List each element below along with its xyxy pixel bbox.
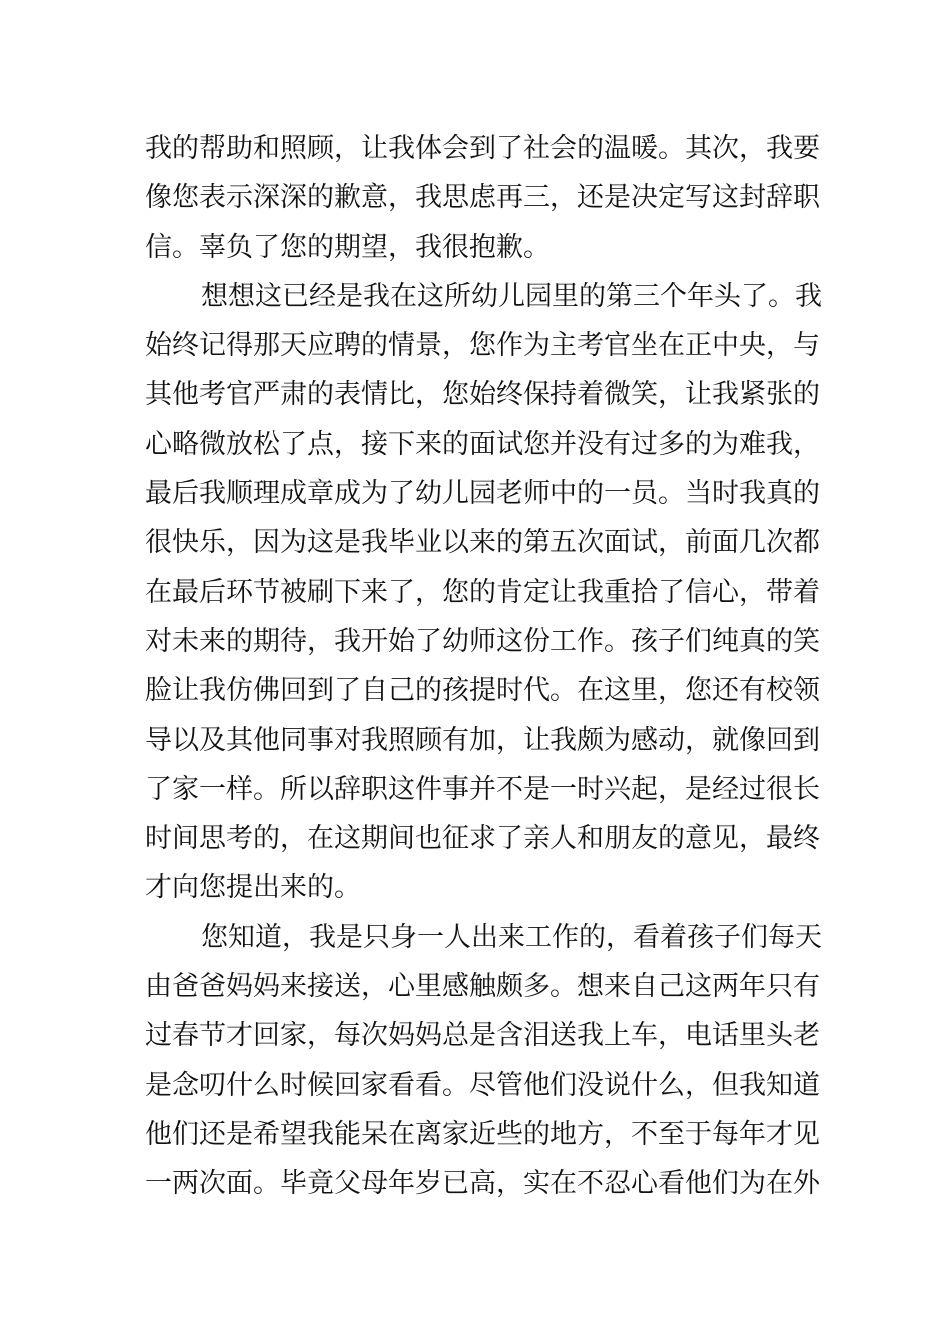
- text-line: 一两次面。毕竟父母年岁已高，实在不忍心看他们为在外: [145, 1168, 820, 1200]
- text-line: 在最后环节被刷下来了，您的肯定让我重拾了信心，带着: [145, 576, 820, 608]
- text-line: 最后我顺理成章成为了幼儿园老师中的一员。当时我真的: [145, 478, 820, 510]
- text-line: 脸让我仿佛回到了自己的孩提时代。在这里，您还有校领: [145, 675, 820, 707]
- text-line: 像您表示深深的歉意，我思虑再三，还是决定写这封辞职: [145, 182, 820, 214]
- text-line: 其他考官严肃的表情比，您始终保持着微笑，让我紧张的: [145, 379, 820, 411]
- text-line: 过春节才回家，每次妈妈总是含泪送我上车，电话里头老: [145, 1020, 820, 1052]
- text-line: 了家一样。所以辞职这件事并不是一时兴起，是经过很长: [145, 773, 820, 805]
- text-line: 导以及其他同事对我照顾有加，让我颇为感动，就像回到: [145, 724, 820, 756]
- text-line: 他们还是希望我能呆在离家近些的地方，不至于每年才见: [145, 1118, 820, 1150]
- text-line: 信。辜负了您的期望，我很抱歉。: [145, 231, 550, 263]
- text-line: 您知道，我是只身一人出来工作的，看着孩子们每天: [201, 921, 822, 953]
- text-line: 时间思考的，在这期间也征求了亲人和朋友的意见，最终: [145, 823, 820, 855]
- text-line: 对未来的期待，我开始了幼师这份工作。孩子们纯真的笑: [145, 625, 820, 657]
- text-line: 想想这已经是我在这所幼儿园里的第三个年头了。我: [201, 280, 822, 312]
- text-line: 是念叨什么时候回家看看。尽管他们没说什么，但我知道: [145, 1069, 820, 1101]
- text-line: 我的帮助和照顾，让我体会到了社会的温暖。其次，我要: [145, 133, 820, 164]
- text-line: 很快乐，因为这是我毕业以来的第五次面试，前面几次都: [145, 527, 820, 559]
- text-line: 始终记得那天应聘的情景，您作为主考官坐在正中央，与: [145, 330, 820, 362]
- text-line: 由爸爸妈妈来接送，心里感触颇多。想来自己这两年只有: [145, 971, 820, 1003]
- letter-body: [145, 124, 825, 1209]
- text-line: 才向您提出来的。: [145, 872, 361, 904]
- text-line: 心略微放松了点，接下来的面试您并没有过多的为难我，: [145, 428, 820, 460]
